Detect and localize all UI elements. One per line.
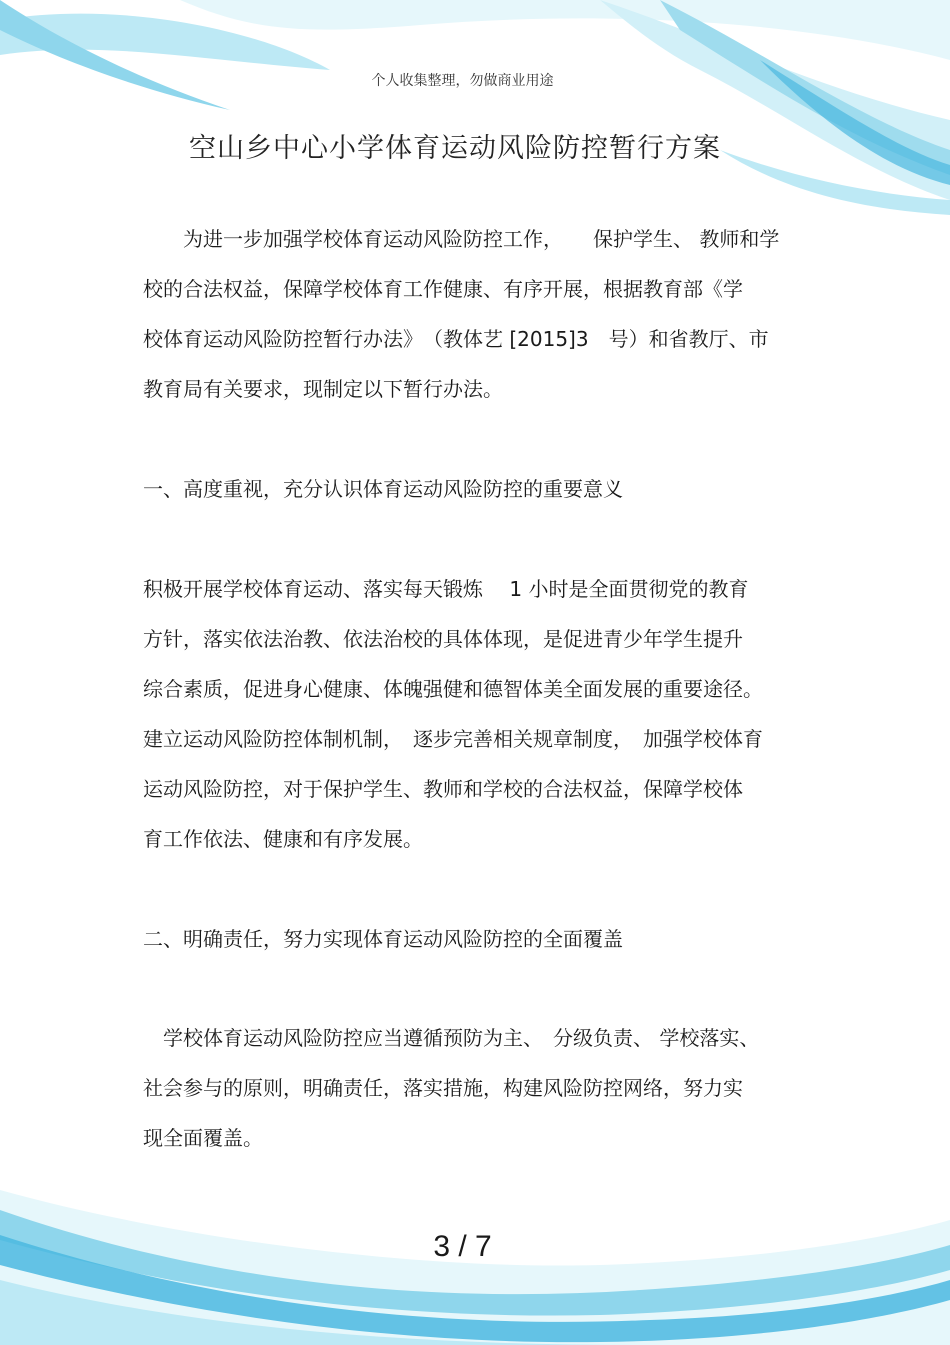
section2-paragraph [143,1013,759,1163]
intro-paragraph [143,214,779,414]
paragraph-line: 建立运动风险防控体制机制， 逐步完善相关规章制度， 加强学校体育 [143,727,763,751]
document-title: 空山乡中心小学体育运动风险防控暂行方案 [189,133,721,164]
paragraph-line: 校体育运动风险防控暂行办法》 （教体艺 [2015]3 号）和省教厅、市 [143,327,769,351]
paragraph-line: 为进一步加强学校体育运动风险防控工作， 保护学生、 教师和学 [143,227,780,251]
paragraph-line: 育工作依法、健康和有序发展。 [143,827,423,851]
page-number: 3 / 7 [433,1230,492,1263]
paragraph-line: 校的合法权益，保障学校体育工作健康、有序开展，根据教育部《学 [143,277,743,301]
section-heading-1: 一、高度重视，充分认识体育运动风险防控的重要意义 [143,477,623,501]
paragraph-line: 运动风险防控，对于保护学生、教师和学校的合法权益，保障学校体 [143,777,743,801]
paragraph-line: 方针，落实依法治教、依法治校的具体体现，是促进青少年学生提升 [143,627,743,651]
paragraph-line: 教育局有关要求，现制定以下暂行办法。 [143,377,503,401]
paragraph-line: 学校体育运动风险防控应当遵循预防为主、 分级负责、 学校落实、 [143,1026,760,1050]
paragraph-line: 综合素质，促进身心健康、体魄强健和德智体美全面发展的重要途径。 [143,677,763,701]
paragraph-line: 社会参与的原则，明确责任，落实措施，构建风险防控网络，努力实 [143,1076,743,1100]
paragraph-line: 积极开展学校体育运动、落实每天锻炼 1 小时是全面贯彻党的教育 [143,577,749,601]
section-heading-2: 二、明确责任，努力实现体育运动风险防控的全面覆盖 [143,927,623,951]
paragraph-line: 现全面覆盖。 [143,1126,263,1150]
top-wave-decoration [0,0,950,230]
section1-paragraph [143,564,763,864]
watermark-text: 个人收集整理，勿做商业用途 [371,73,554,89]
